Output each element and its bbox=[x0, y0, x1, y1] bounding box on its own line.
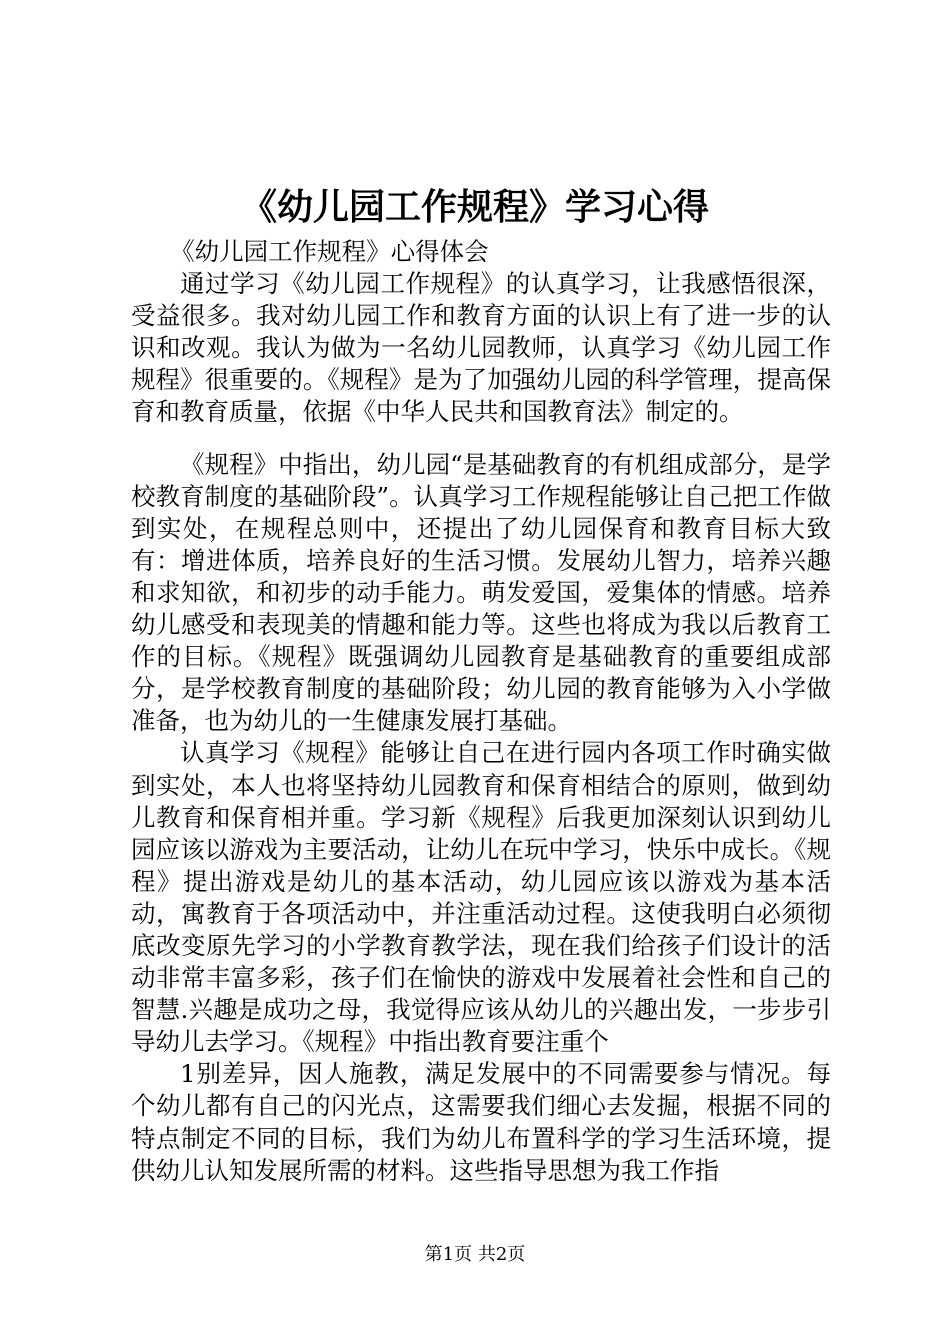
document-title: 《幼儿园工作规程》学习心得 bbox=[240, 186, 709, 228]
paragraph-1: 通过学习《幼儿园工作规程》的认真学习，让我感悟很深，受益很多。我对幼儿园工作和教育方面的认识上有了进一步的认识和改观。我认为做为一名幼儿园教师，认真学习《幼儿园工作规程》很重要的。《规程》是为了加强幼儿园的科学管理，提高保育和教育质量，依据《中华人民共和国教育法》制定的。 bbox=[131, 269, 831, 427]
paragraph-4: 1别差异，因人施教，满足发展中的不同需要参与情况。每个幼儿都有自己的闪光点，这需要我们细心去发掘，根据不同的特点制定不同的目标，我们为幼儿布置科学的学习生活环境，提供幼儿认知发展所需的材料。这些指导思想为我工作指 bbox=[131, 1059, 831, 1185]
document-body bbox=[131, 236, 831, 1187]
paragraph-2: 《规程》中指出，幼儿园“是基础教育的有机组成部分，是学校教育制度的基础阶段”。认真学习工作规程能够让自己把工作做到实处，在规程总则中，还提出了幼儿园保育和教育目标大致有：增进体质，培养良好的生活习惯。发展幼儿智力，培养兴趣和求知欲，和初步的动手能力。萌发爱国，爱集体的情感。培养幼儿感受和表现美的情趣和能力等。这些也将成为我以后教育工作的目标。《规程》既强调幼儿园教育是基础教育的重要组成部分，是学校教育制度的基础阶段；幼儿园的教育能够为入小学做准备，也为幼儿的一生健康发展打基础。 bbox=[131, 449, 831, 736]
page-footer: 第1页 共2页 bbox=[424, 1244, 526, 1265]
paragraph-3: 认真学习《规程》能够让自己在进行园内各项工作时确实做到实处，本人也将坚持幼儿园教育和保育相结合的原则，做到幼儿教育和保育相并重。学习新《规程》后我更加深刻认识到幼儿园应该以游戏为主要活动，让幼儿在玩中学习，快乐中成长。《规程》提出游戏是幼儿的基本活动，幼儿园应该以游戏为基本活动，寓教育于各项活动中，并注重活动过程。这使我明白必须彻底改变原先学习的小学教育教学法，现在我们给孩子们设计的活动非常丰富多彩，孩子们在愉快的游戏中发展着社会性和自己的智慧.兴趣是成功之母，我觉得应该从幼儿的兴趣出发，一步步引导幼儿去学习。《规程》中指出教育要注重个 bbox=[131, 738, 831, 1057]
paragraph-subtitle: 《幼儿园工作规程》心得体会 bbox=[170, 237, 489, 266]
